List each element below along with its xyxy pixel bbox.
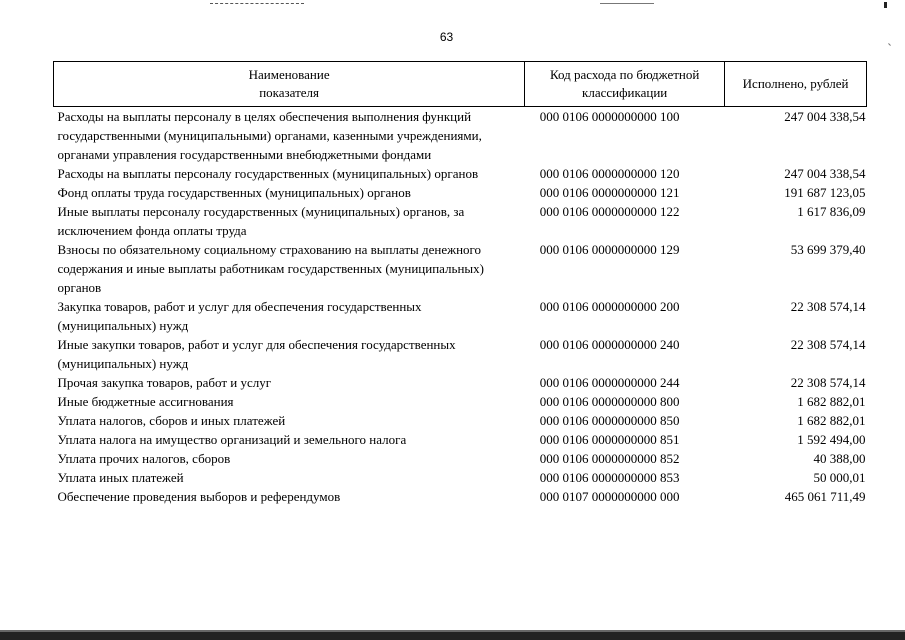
table-row (54, 297, 867, 335)
row-amount: 1 682 882,01 (797, 394, 866, 409)
scan-bottom-edge (0, 630, 905, 640)
row-name: Фонд оплаты труда государственных (муниципальных) органов (57, 185, 411, 200)
table-row (54, 449, 867, 468)
header-budget-code-line2: классификации (582, 85, 668, 100)
row-amount: 247 004 338,54 (784, 109, 866, 124)
header-budget-code (525, 62, 725, 107)
scan-top-edge-mark (210, 3, 304, 4)
row-code: 000 0106 0000000000 120 (539, 166, 680, 181)
row-code: 000 0106 0000000000 200 (539, 299, 680, 314)
row-amount: 465 061 711,49 (784, 489, 866, 504)
row-code: 000 0107 0000000000 000 (539, 489, 680, 504)
budget-execution-table (53, 61, 867, 506)
row-code: 000 0106 0000000000 850 (539, 413, 680, 428)
row-name: Расходы на выплаты персоналу государственных (муниципальных) органов (57, 166, 479, 181)
row-name: Иные бюджетные ассигнования (57, 394, 234, 409)
table-row (54, 240, 867, 297)
table-row (54, 430, 867, 449)
table-row (54, 202, 867, 240)
row-name: Иные выплаты персоналу государственных (муниципальных) органов, за исключением фонда оплаты труда (57, 204, 465, 238)
table-row (54, 411, 867, 430)
row-amount: 53 699 379,40 (790, 242, 866, 257)
table-row (54, 183, 867, 202)
header-indicator-name (54, 62, 525, 107)
row-name: Уплата прочих налогов, сборов (57, 451, 231, 466)
row-name: Закупка товаров, работ и услуг для обеспечения государственных (муниципальных) нужд (57, 299, 422, 333)
scan-top-edge-mark (600, 3, 654, 4)
header-indicator-name-line1: Наименование (248, 67, 330, 82)
row-name: Обеспечение проведения выборов и референдумов (57, 489, 341, 504)
row-code: 000 0106 0000000000 853 (539, 470, 680, 485)
row-code: 000 0106 0000000000 240 (539, 337, 680, 352)
row-amount: 1 592 494,00 (797, 432, 866, 447)
row-name: Уплата налога на имущество организаций и земельного налога (57, 432, 407, 447)
row-amount: 1 682 882,01 (797, 413, 866, 428)
table-row (54, 164, 867, 183)
row-amount: 247 004 338,54 (784, 166, 866, 181)
row-code: 000 0106 0000000000 129 (539, 242, 680, 257)
row-name: Уплата иных платежей (57, 470, 184, 485)
row-amount: 50 000,01 (813, 470, 866, 485)
row-name: Взносы по обязательному социальному страхованию на выплаты денежного содержания и иные выплаты работникам государственных (муниципальных) органов (57, 242, 484, 295)
table-row (54, 335, 867, 373)
row-name: Иные закупки товаров, работ и услуг для обеспечения государственных (муниципальных) нужд (57, 337, 456, 371)
row-code: 000 0106 0000000000 121 (539, 185, 680, 200)
row-code: 000 0106 0000000000 851 (539, 432, 680, 447)
table-row (54, 373, 867, 392)
table-row (54, 107, 867, 165)
row-name: Расходы на выплаты персоналу в целях обеспечения выполнения функций государственными (муниципальными) органами, казенными учреждениями, органами управления государственными внебюджетными фондами (57, 109, 482, 162)
header-budget-code-line1: Код расхода по бюджетной (550, 67, 700, 82)
row-amount: 1 617 836,09 (797, 204, 866, 219)
row-code: 000 0106 0000000000 852 (539, 451, 680, 466)
row-name: Уплата налогов, сборов и иных платежей (57, 413, 286, 428)
header-executed-amount: Исполнено, рублей (725, 62, 867, 107)
table-header-row (54, 62, 867, 107)
row-amount: 22 308 574,14 (790, 375, 866, 390)
row-amount: 22 308 574,14 (790, 337, 866, 352)
row-amount: 40 388,00 (813, 451, 866, 466)
scan-artifact (884, 2, 887, 8)
row-name: Прочая закупка товаров, работ и услуг (57, 375, 272, 390)
header-indicator-name-line2: показателя (259, 85, 320, 100)
row-amount: 191 687 123,05 (784, 185, 866, 200)
row-code: 000 0106 0000000000 122 (539, 204, 680, 219)
row-code: 000 0106 0000000000 100 (539, 109, 680, 124)
row-code: 000 0106 0000000000 800 (539, 394, 680, 409)
table-row (54, 392, 867, 411)
row-code: 000 0106 0000000000 244 (539, 375, 680, 390)
page-number: 63 (439, 30, 454, 44)
table-row (54, 468, 867, 487)
table-row (54, 487, 867, 506)
row-amount: 22 308 574,14 (790, 299, 866, 314)
